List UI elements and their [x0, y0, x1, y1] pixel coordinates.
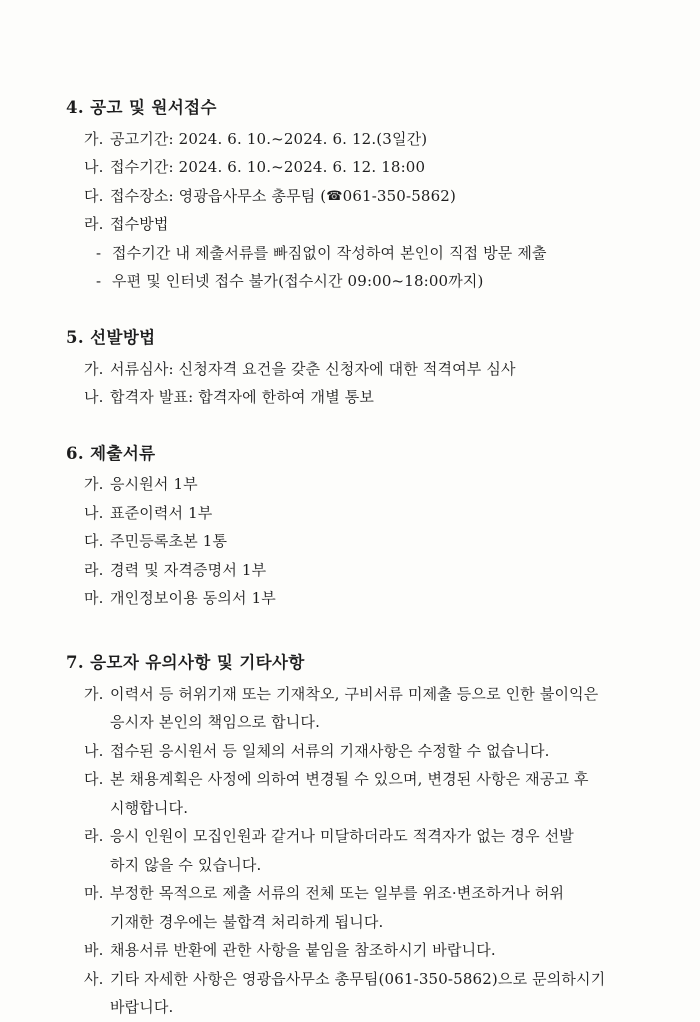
item-line: 기재한 경우에는 불합격 처리하게 됩니다. [110, 912, 384, 931]
list-item [84, 153, 638, 182]
item-line: 기타 자세한 사항은 영광읍사무소 총무팀(061-350-5862)으로 문의하시기 [110, 969, 606, 988]
section-5 [66, 326, 638, 412]
list-item [84, 936, 638, 965]
section-7-heading: 7. 응모자 유의사항 및 기타사항 [66, 652, 305, 672]
section-spacer [66, 633, 638, 651]
item-marker: 마. [84, 589, 104, 608]
section-6-heading: 6. 제출서류 [66, 443, 156, 463]
list-item [84, 355, 638, 384]
dash-text: 접수기간 내 제출서류를 빠짐없이 작성하여 본인이 직접 방문 제출 [112, 243, 547, 262]
item-marker: 나. [84, 503, 104, 522]
list-item [84, 125, 638, 154]
telephone-icon: ☎ [326, 188, 343, 204]
item-text: 접수방법 [110, 215, 169, 234]
item-line: 채용서류 반환에 관한 사항을 붙임을 참조하시기 바랍니다. [110, 941, 496, 959]
item-line: 바랍니다. [110, 998, 174, 1016]
list-item [84, 879, 638, 936]
dash-text: 우편 및 인터넷 접수 불가(접수시간 09:00~18:00까지) [112, 272, 484, 291]
item-line: 시행합니다. [110, 798, 189, 817]
item-text [110, 765, 638, 822]
item-text: 공고기간: 2024. 6. 10.~2024. 6. 12.(3일간) [110, 129, 428, 148]
item-marker: 나. [84, 388, 104, 406]
item-marker: 마. [84, 884, 104, 902]
reception-place-prefix: 접수장소: 영광읍사무소 총무팀 ( [110, 186, 327, 205]
dash-marker: - [96, 243, 102, 262]
item-marker: 가. [84, 129, 104, 148]
list-item [84, 499, 638, 528]
section-spacer [66, 432, 638, 442]
item-marker: 가. [84, 475, 104, 494]
item-marker: 다. [84, 532, 104, 551]
item-marker: 나. [84, 158, 104, 177]
item-marker: 사. [84, 969, 104, 988]
section-4-heading: 4. 공고 및 원서접수 [66, 98, 217, 117]
section-6 [66, 442, 638, 613]
item-line: 응시 인원이 모집인원과 같거나 미달하더라도 적격자가 없는 경우 선발 [110, 827, 574, 845]
item-text: 표준이력서 1부 [110, 503, 213, 522]
item-text [110, 182, 638, 211]
item-marker: 가. [84, 359, 104, 378]
section-5-heading: 5. 선발방법 [66, 327, 156, 347]
item-marker: 다. [84, 770, 104, 788]
list-item [84, 383, 638, 412]
list-item [84, 765, 638, 822]
list-item [84, 470, 638, 499]
list-item [84, 182, 638, 211]
list-item [84, 680, 638, 737]
item-marker: 바. [84, 941, 104, 959]
section-7 [66, 651, 638, 1022]
section-spacer [66, 316, 638, 326]
section-4 [66, 96, 638, 296]
item-marker: 라. [84, 560, 104, 579]
item-text [110, 965, 638, 1022]
list-item [84, 556, 638, 585]
list-item [84, 210, 638, 239]
item-text [110, 936, 638, 965]
item-line: 접수된 응시원서 등 일체의 서류의 기재사항은 수정할 수 없습니다. [110, 741, 550, 760]
item-text: 주민등록초본 1통 [110, 532, 228, 551]
section-6-item-list [66, 470, 638, 613]
item-text: 서류심사: 신청자격 요건을 갖춘 신청자에 대한 적격여부 심사 [110, 359, 516, 378]
item-line: 부정한 목적으로 제출 서류의 전체 또는 일부를 위조·변조하거나 허위 [110, 884, 565, 902]
item-text: 접수기간: 2024. 6. 10.~2024. 6. 12. 18:00 [110, 158, 426, 177]
list-item [84, 737, 638, 766]
item-text [110, 737, 638, 766]
dash-marker: - [96, 272, 102, 291]
item-line: 응시자 본인의 책임으로 합니다. [110, 713, 320, 731]
item-text: 응시원서 1부 [110, 475, 198, 494]
section-4-item-list [66, 125, 638, 239]
item-text: 경력 및 자격증명서 1부 [110, 560, 267, 579]
section-5-item-list [66, 355, 638, 412]
dash-list-item [96, 239, 638, 268]
item-line: 이력서 등 허위기재 또는 기재착오, 구비서류 미제출 등으로 인한 불이익은 [110, 684, 599, 703]
item-text: 합격자 발표: 합격자에 한하여 개별 통보 [110, 388, 375, 406]
section-4-dash-list [66, 239, 638, 296]
item-line: 하지 않을 수 있습니다. [110, 855, 262, 874]
reception-phone-number: 061-350-5862) [342, 186, 456, 205]
item-text [110, 822, 638, 879]
list-item [84, 584, 638, 613]
list-item [84, 965, 638, 1022]
item-marker: 라. [84, 215, 104, 234]
list-item [84, 822, 638, 879]
item-line: 본 채용계획은 사정에 의하여 변경될 수 있으며, 변경된 사항은 재공고 후 [110, 770, 589, 788]
item-marker: 나. [84, 741, 104, 760]
item-text [110, 879, 638, 936]
item-text: 개인정보이용 동의서 1부 [110, 589, 276, 608]
item-marker: 가. [84, 684, 104, 703]
list-item [84, 527, 638, 556]
item-marker: 다. [84, 186, 104, 205]
item-text [110, 680, 638, 737]
section-7-item-list [66, 680, 638, 1022]
item-marker: 라. [84, 827, 104, 845]
dash-list-item [96, 267, 638, 296]
